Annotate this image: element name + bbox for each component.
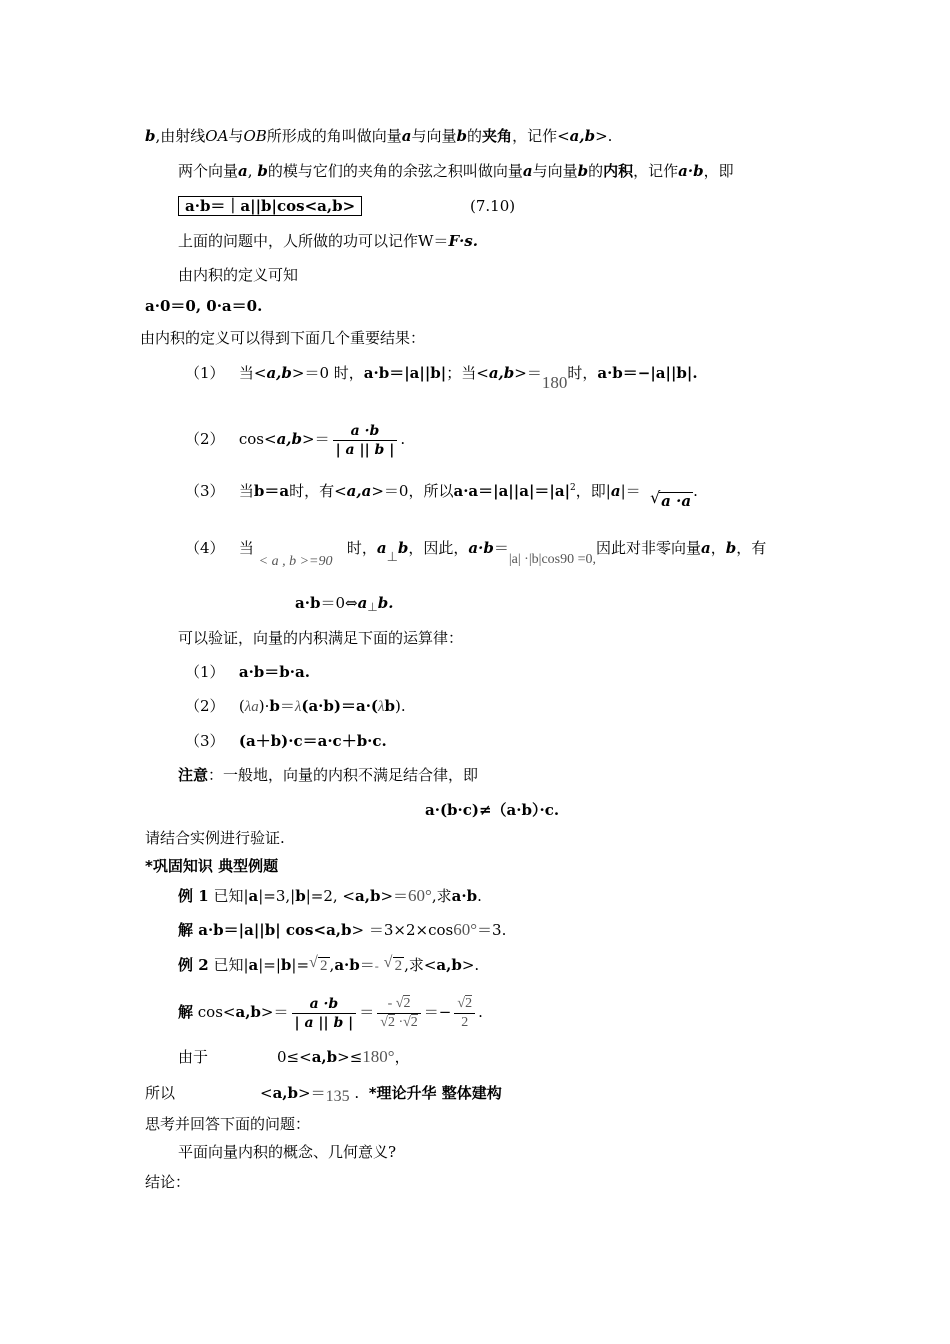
zero-vector-line: a·0＝0, 0·a＝0. xyxy=(145,297,263,315)
paragraph-line: 由内积的定义可知 xyxy=(178,266,299,284)
solution-2: 解 cos<a,b>＝ $\frac{a \cdot b}{| a || b |}$ ＝ $\frac{- √2}{√2 \cdot√2}$ ＝− $\frac{√2}{2}$ . xyxy=(178,995,483,1031)
sqrt-expression: √ a ·a xyxy=(650,488,692,510)
since-label: 由于 xyxy=(178,1048,209,1066)
section-heading: *理论升华 整体建构 xyxy=(368,1084,502,1102)
cosine-fraction: $\frac{a \cdot b}{| a || b |}$ xyxy=(292,995,357,1032)
law-2: （2） (λa)·b＝λ(a·b)＝a·(λb). xyxy=(185,697,406,715)
work-line: 上面的问题中，人所做的功可以记作W＝F·s. xyxy=(178,232,478,250)
question-line: 平面向量内积的概念、几何意义? xyxy=(178,1143,397,1161)
paragraph-line: 由内积的定义可以得到下面几个重要结果： xyxy=(140,329,426,347)
substituted-fraction: $\frac{- √2}{√2 \cdot√2}$ xyxy=(377,995,421,1032)
result-3: （3） 当b＝a时，有<a,a>＝0，所以$a\cdot a=|a||a|=|a|^2$，即|a|＝ √ a ·a. xyxy=(185,482,698,510)
note-line: 注意：一般地，向量的内积不满足结合律，即 xyxy=(178,766,479,784)
definition-inner-product-line: 两个向量a, b的模与它们的夹角的余弦之积叫做向量a与向量b的内积，记作a·b，即 xyxy=(178,162,734,180)
result-2: （2） cos<a,b>＝ $\frac{a \cdot b}{| a || b |}$ . xyxy=(185,422,406,458)
result-fraction: $\frac{√2}{2}$ xyxy=(454,995,475,1032)
paragraph-line: 思考并回答下面的问题： xyxy=(145,1115,311,1133)
definition-angle-line: b,由射线OA与OB所形成的角叫做向量a与向量b的夹角，记作<a,b>. xyxy=(145,127,613,145)
paragraph-line: 可以验证，向量的内积满足下面的运算律： xyxy=(178,629,464,647)
associativity-expression: a·(b·c)≠（a·b）·c. xyxy=(425,801,560,819)
example-1: 例 1 已知|a|=3,|b|=2, <a,b>＝60°,求a·b. xyxy=(178,886,482,905)
perpendicular-condition: $a\cdot b=0\Leftrightarrow a_\perp b$. xyxy=(295,594,394,614)
law-3: （3） (a＋b)·c＝a·c＋b·c. xyxy=(185,732,387,750)
section-heading: *巩固知识 典型例题 xyxy=(145,857,279,875)
sqrt-two: √ 2 xyxy=(309,954,328,974)
angle-result: <a,b>＝135 . *理论升华 整体建构 xyxy=(260,1084,502,1105)
result-1: （1） 当<a,b>＝0 时，a·b＝|a||b|；当<a,b>＝180时，a·b＝−|a||b|. xyxy=(185,364,698,392)
boxed-formula xyxy=(178,196,362,216)
solution-1: 解 a·b＝|a||b| cos<a,b> ＝3×2×cos60°＝3. xyxy=(178,920,507,939)
law-1: （1） a·b＝b·a. xyxy=(185,663,310,681)
paragraph-line: 请结合实例进行验证. xyxy=(145,829,285,847)
conclusion-label: 结论： xyxy=(145,1173,191,1191)
result-4: （4） 当 < a , b >=90 时，a⊥b，因此，a·b＝|a| ·|b|cos90 =0,因此对非零向量a，b，有 xyxy=(185,539,767,569)
inner-product-formula: a·b＝｜a||b|cos<a,b> xyxy=(178,196,362,216)
cosine-fraction: $\frac{a \cdot b}{| a || b |}$ xyxy=(333,422,398,459)
angle-range: 0≤<a,b>≤180°， xyxy=(277,1047,410,1066)
sqrt-two: √ 2 xyxy=(383,954,403,974)
example-2: 例 2 已知|a|=|b|= √ 2 ,a·b＝- √ 2 ,求<a,b>. xyxy=(178,954,480,974)
therefore-label: 所以 xyxy=(145,1084,176,1102)
equation-number: (7.10) xyxy=(470,197,516,215)
